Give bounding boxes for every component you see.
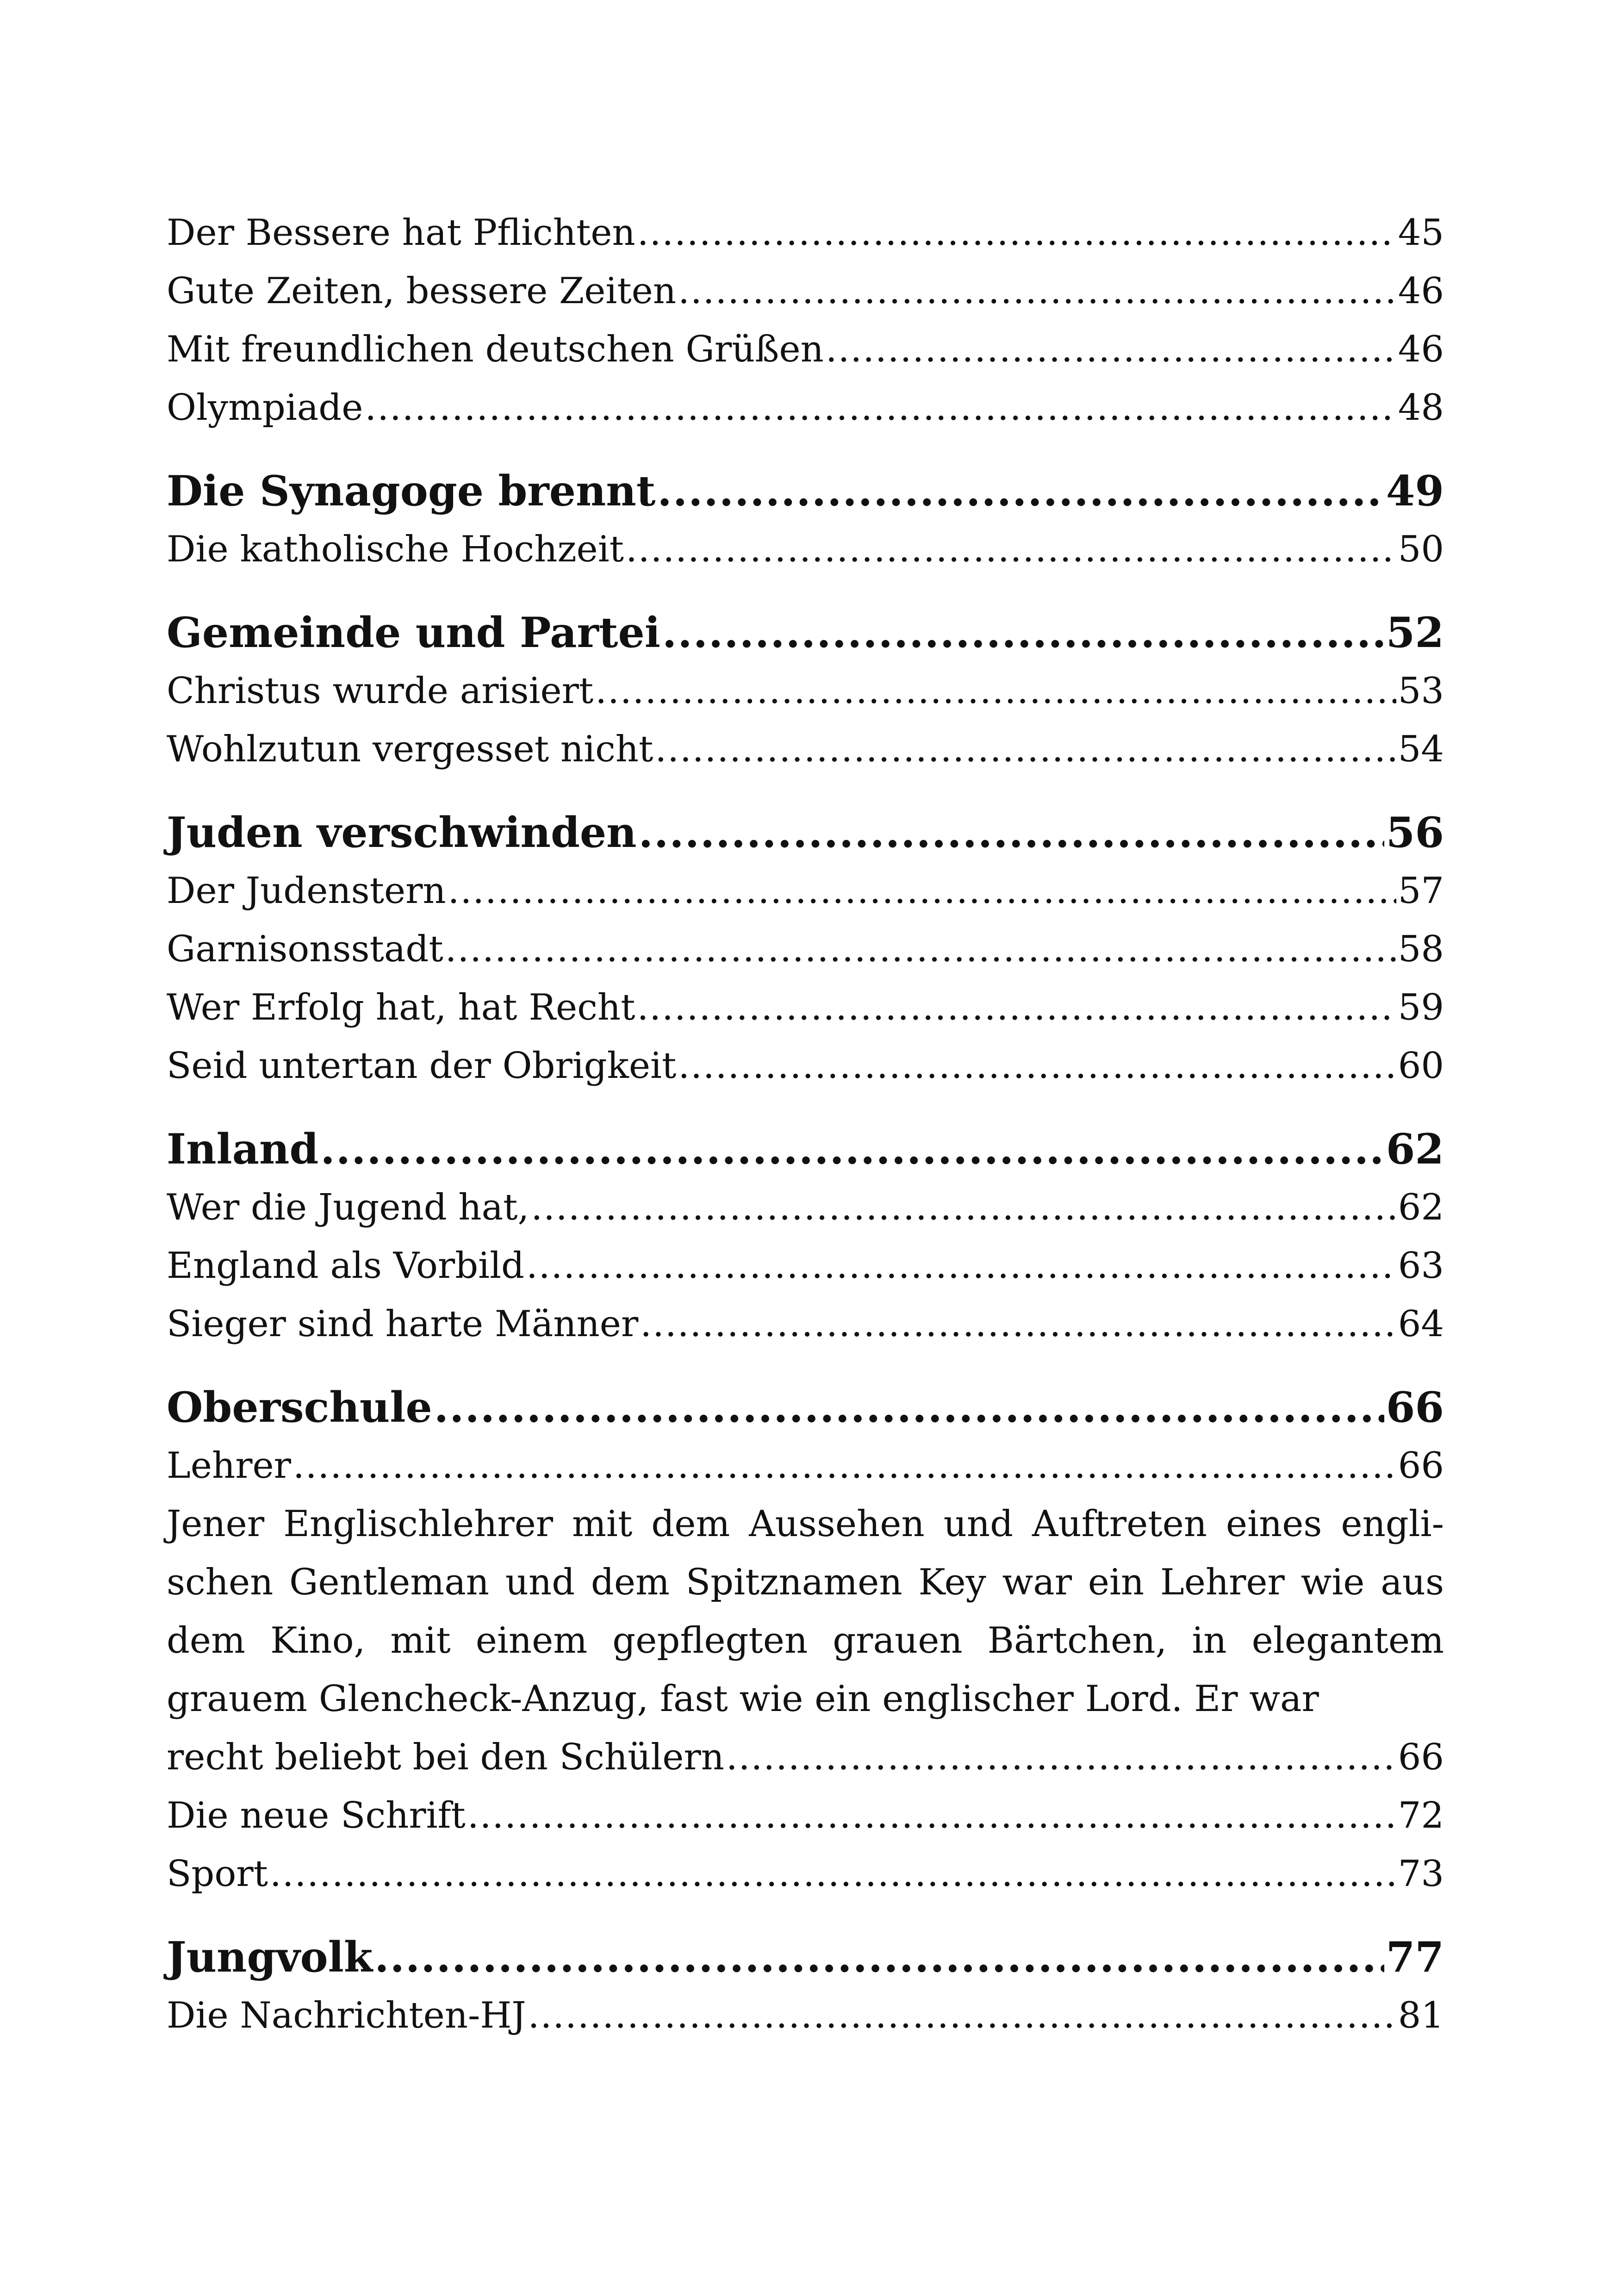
toc-entry-body: Jener Englischlehrer mit dem Aussehen und Auftreten eines englischen Gentleman und dem Spitznamen Key war ein Lehrer wie aus dem Kino, mit einem gepflegten grauen Bärtchen, in elegantem grauem Glencheck-Anzug, fast wie ein englischer Lord. Er war xyxy=(167,1503,1444,1720)
toc-page-number: 62 xyxy=(1386,1125,1444,1174)
toc-entry-title: Olympiade xyxy=(167,387,363,429)
dot-leader xyxy=(531,1178,1396,1237)
toc-chapter-entry[interactable] xyxy=(167,1120,1444,1178)
dot-leader xyxy=(293,1437,1396,1495)
toc-section-entry[interactable] xyxy=(167,1786,1444,1845)
toc-page-number: 46 xyxy=(1398,270,1444,312)
toc-chapter-entry[interactable] xyxy=(167,1378,1444,1437)
dot-leader xyxy=(640,1295,1396,1353)
dot-leader xyxy=(445,920,1396,978)
toc-page-number: 58 xyxy=(1398,928,1444,970)
toc-section-entry[interactable] xyxy=(167,262,1444,320)
toc-page-number: 60 xyxy=(1398,1045,1444,1087)
toc-entry-title: Sport xyxy=(167,1853,268,1895)
toc-entry-title: Wer die Jugend hat, xyxy=(167,1187,529,1228)
toc-page-number: 49 xyxy=(1386,467,1444,516)
toc-page-number: 81 xyxy=(1398,1995,1444,2036)
dot-leader xyxy=(655,720,1396,778)
toc-entry-title: Sieger sind harte Männer xyxy=(167,1303,639,1345)
toc-entry-title: Gemeinde und Partei xyxy=(167,608,660,657)
toc-entry-title: Inland xyxy=(167,1125,319,1174)
toc-page-number: 54 xyxy=(1398,728,1444,770)
toc-section-entry[interactable] xyxy=(167,379,1444,437)
table-of-contents xyxy=(167,204,1444,2045)
toc-entry-title: England als Vorbild xyxy=(167,1245,524,1287)
toc-entry-long xyxy=(167,1495,1444,1786)
toc-page-number: 64 xyxy=(1398,1303,1444,1345)
toc-page-number: 66 xyxy=(1398,1736,1444,1778)
toc-section-entry[interactable] xyxy=(167,1437,1444,1495)
toc-chapter-entry[interactable] xyxy=(167,604,1444,662)
dot-leader xyxy=(528,1986,1396,2045)
dot-leader xyxy=(662,604,1384,662)
toc-page-number: 72 xyxy=(1398,1795,1444,1836)
toc-section-entry[interactable] xyxy=(167,320,1444,379)
dot-leader xyxy=(320,1120,1384,1178)
toc-section-entry[interactable] xyxy=(167,1178,1444,1237)
toc-entry-title: Oberschule xyxy=(167,1383,432,1432)
toc-page-number: 50 xyxy=(1398,529,1444,570)
toc-section-entry[interactable] xyxy=(167,720,1444,778)
toc-section-entry[interactable] xyxy=(167,1295,1444,1353)
dot-leader xyxy=(467,1786,1396,1845)
toc-entry-title: Wohlzutun vergesset nicht xyxy=(167,728,653,770)
toc-section-entry[interactable] xyxy=(167,1986,1444,2045)
toc-page-number: 53 xyxy=(1398,670,1444,712)
toc-chapter-entry[interactable] xyxy=(167,1928,1444,1986)
dot-leader xyxy=(726,1728,1396,1786)
dot-leader xyxy=(434,1378,1384,1437)
toc-page-number: 62 xyxy=(1398,1187,1444,1228)
toc-entry-title: Wer Erfolg hat, hat Recht xyxy=(167,987,635,1028)
toc-entry-title: Der Bessere hat Pflichten xyxy=(167,212,635,254)
toc-section-entry[interactable] xyxy=(167,520,1444,579)
toc-entry-title: Christus wurde arisiert xyxy=(167,670,594,712)
dot-leader xyxy=(637,204,1396,262)
toc-section-entry[interactable] xyxy=(167,862,1444,920)
toc-section-entry[interactable] xyxy=(167,1237,1444,1295)
dot-leader xyxy=(826,320,1396,379)
toc-entry-title: Lehrer xyxy=(167,1445,291,1487)
dot-leader xyxy=(678,1037,1396,1095)
toc-section-entry[interactable] xyxy=(167,920,1444,978)
toc-page-number: 73 xyxy=(1398,1853,1444,1895)
toc-entry-title: Die neue Schrift xyxy=(167,1795,466,1836)
dot-leader xyxy=(639,803,1384,862)
toc-section-entry[interactable] xyxy=(167,1037,1444,1095)
toc-entry-title: recht beliebt bei den Schülern xyxy=(167,1736,724,1778)
dot-leader xyxy=(657,462,1384,520)
toc-entry-title: Jungvolk xyxy=(167,1933,373,1982)
toc-entry-title: Der Judenstern xyxy=(167,870,446,912)
toc-entry-title: Die Nachrichten-HJ xyxy=(167,1995,526,2036)
dot-leader xyxy=(678,262,1396,320)
toc-entry-last-line xyxy=(167,1728,1444,1786)
toc-page-number: 66 xyxy=(1398,1445,1444,1487)
dot-leader xyxy=(270,1845,1396,1903)
toc-page-number: 66 xyxy=(1386,1383,1444,1432)
dot-leader xyxy=(626,520,1396,579)
dot-leader xyxy=(526,1237,1396,1295)
dot-leader xyxy=(374,1928,1384,1986)
toc-entry-title: Garnisonsstadt xyxy=(167,928,443,970)
toc-page-number: 48 xyxy=(1398,387,1444,429)
dot-leader xyxy=(365,379,1396,437)
toc-page-number: 59 xyxy=(1398,987,1444,1028)
toc-page-number: 56 xyxy=(1386,808,1444,857)
dot-leader xyxy=(637,978,1396,1037)
toc-page-number: 45 xyxy=(1398,212,1444,254)
toc-entry-title: Die katholische Hochzeit xyxy=(167,529,624,570)
toc-section-entry[interactable] xyxy=(167,978,1444,1037)
toc-entry-title: Gute Zeiten, bessere Zeiten xyxy=(167,270,677,312)
dot-leader xyxy=(448,862,1396,920)
toc-section-entry[interactable] xyxy=(167,1845,1444,1903)
dot-leader xyxy=(595,662,1396,720)
toc-chapter-entry[interactable] xyxy=(167,462,1444,520)
toc-entry-title: Die Synagoge brennt xyxy=(167,467,656,516)
toc-page-number: 63 xyxy=(1398,1245,1444,1287)
toc-entry-title: Mit freundlichen deutschen Grüßen xyxy=(167,329,824,370)
toc-page-number: 77 xyxy=(1386,1933,1444,1982)
toc-page-number: 52 xyxy=(1386,608,1444,657)
toc-section-entry[interactable] xyxy=(167,662,1444,720)
toc-entry-title: Seid untertan der Obrigkeit xyxy=(167,1045,677,1087)
toc-chapter-entry[interactable] xyxy=(167,803,1444,862)
toc-page-number: 57 xyxy=(1398,870,1444,912)
toc-section-entry[interactable] xyxy=(167,204,1444,262)
toc-entry-title: Juden verschwinden xyxy=(167,808,637,857)
toc-page-number: 46 xyxy=(1398,329,1444,370)
